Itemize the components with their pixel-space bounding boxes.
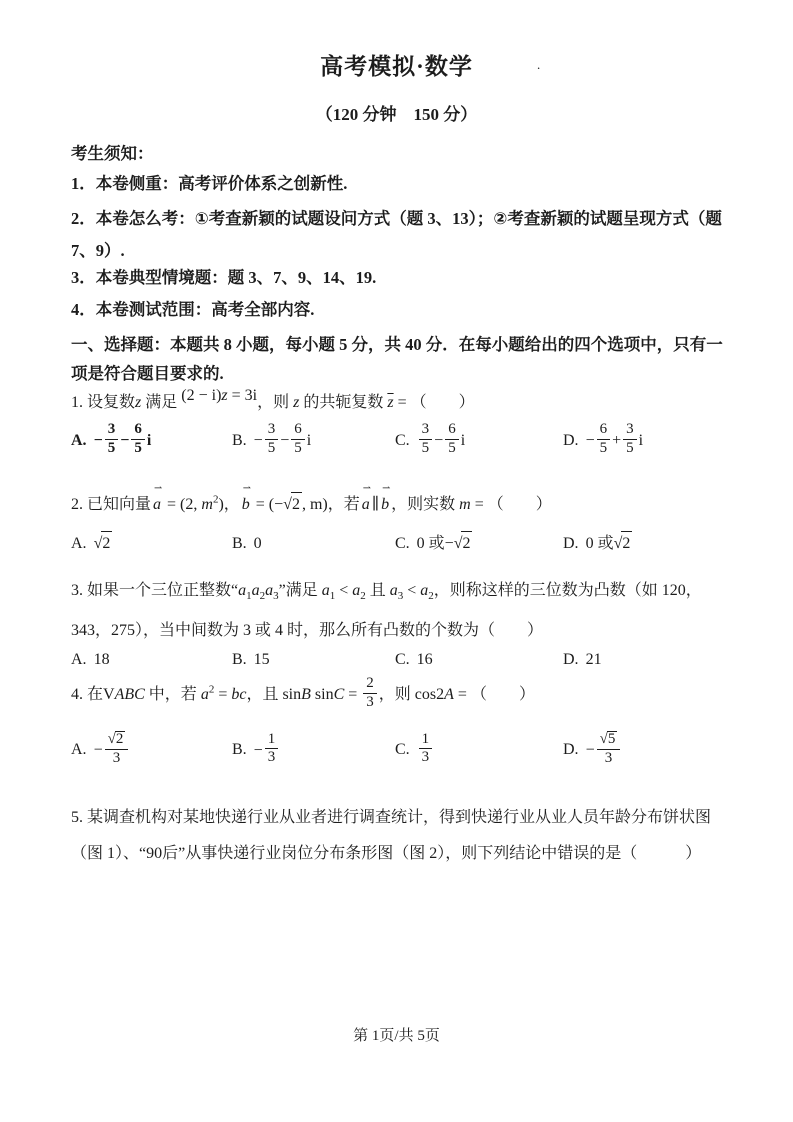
- option-a: A. 18: [71, 651, 110, 668]
- fraction: $\frac{2}{3}$: [363, 676, 377, 711]
- var-a: a: [200, 685, 209, 703]
- option-a: A. − $\frac{3}{5}$ − $\frac{6}{5}$ i: [71, 421, 152, 456]
- vector-arrow-icon: ⇀: [242, 483, 252, 494]
- fraction: $\frac{√5}{3}$: [597, 731, 621, 767]
- fraction: $\frac{1}{3}$: [419, 732, 433, 767]
- var-z-conjugate: $\overline{z}$: [387, 394, 394, 411]
- fraction: $\frac{6}{5}$: [445, 422, 459, 457]
- sqrt-radical: √2: [107, 731, 124, 747]
- q1-text: 1. 设复数: [71, 394, 136, 411]
- var-m: m: [201, 496, 213, 513]
- notice-item-1: 1．本卷侧重：高考评价体系之创新性.: [71, 174, 348, 193]
- triangle-symbol: V: [103, 685, 115, 703]
- var-a: a: [265, 582, 274, 599]
- question-3-options: [71, 648, 725, 671]
- vector-a: ⇀ a: [361, 483, 372, 513]
- option-c: C. 16: [395, 651, 433, 668]
- vector-arrow-icon: ⇀: [154, 483, 163, 494]
- var-bc: bc: [231, 685, 247, 703]
- fraction: $\frac{3}{5}$: [265, 422, 279, 457]
- sqrt-radical: √2: [283, 496, 302, 513]
- notice-item-4: 4．本卷测试范围：高考全部内容.: [71, 300, 315, 319]
- notice-heading: 考生须知：: [71, 144, 154, 163]
- option-b: B. 0: [232, 534, 262, 552]
- var-abc: ABC: [114, 685, 145, 703]
- fraction: $\frac{3}{5}$: [623, 422, 637, 457]
- var-A: A: [444, 685, 454, 703]
- var-z: z: [221, 387, 228, 404]
- question-2-options: [71, 531, 725, 555]
- var-z: z: [293, 394, 300, 411]
- vector-arrow-icon: ⇀: [382, 483, 391, 494]
- option-c: C. 0 或−√2: [395, 531, 563, 555]
- question-4-options: [71, 730, 725, 769]
- sqrt-radical: √5: [599, 731, 616, 747]
- vector-a: ⇀ a: [153, 483, 163, 513]
- exam-duration-score: （120 分钟 150 分）: [315, 105, 478, 124]
- var-B: B: [301, 685, 311, 703]
- option-c: C. $\frac{1}{3}$: [395, 734, 563, 769]
- option-d: D. − $\frac{6}{5}$ + $\frac{3}{5}$ i: [563, 421, 644, 456]
- var-a: a: [251, 582, 260, 599]
- fraction: $\frac{3}{5}$: [105, 422, 119, 457]
- option-d: D. 0 或√2: [563, 531, 725, 555]
- stray-dot: .: [537, 57, 541, 72]
- var-C: C: [333, 685, 345, 703]
- question-2-stem: 2. 已知向量 ⇀ a = (2, $m^2$)， ⇀ b = (−√2 , m)，若 ⇀ a ∥ ⇀ b ，则实数 m = （ ）: [71, 492, 725, 516]
- option-c: C. $\frac{3}{5}$ − $\frac{6}{5}$ i: [395, 421, 466, 456]
- exponent: 2: [208, 683, 215, 696]
- notice-item-3: 3．本卷典型情境题：题 3、7、9、14、19.: [71, 268, 377, 287]
- page-number: 第 1页/共 5页: [353, 1028, 440, 1044]
- var-z: z: [135, 394, 142, 411]
- option-d: D. 21: [563, 651, 602, 668]
- fraction: $\frac{3}{5}$: [419, 422, 433, 457]
- var-m: m: [459, 496, 471, 513]
- question-5-stem: 5. 某调查机构对某地快递行业从业者进行调查统计，得到快递行业从业人员年龄分布饼状图（图 1）、“90后”从事快递行业岗位分布条形图（图 2），则下列结论中错误的是（ ）: [71, 809, 712, 862]
- vector-b: ⇀ b: [241, 483, 252, 513]
- var-a: a: [352, 582, 361, 599]
- var-a: a: [389, 582, 398, 599]
- option-d: D. − $\frac{√5}{3}$: [563, 733, 725, 769]
- notice-item-2: 2．本卷怎么考：①考查新颖的试题设问方式（题 3、13）；②考查新颖的试题呈现方式（题 7、9）.: [71, 209, 722, 260]
- sqrt-radical: √2: [614, 535, 633, 552]
- question-1-stem: 1. 设复数z 满足 (2 − i)z = 3i，则 z 的共轭复数 $\overline{z}$ = （ ）: [71, 387, 475, 411]
- question-1-options: [71, 421, 725, 459]
- question-4-stem: 4. 在VABC 中，若 $a^2$ = bc，且 sinB sinC = $\frac{2}{3}$ ，则 cos2A = （ ）: [71, 675, 535, 710]
- equation: (2 − i)z = 3i: [181, 387, 258, 404]
- fraction: $\frac{6}{5}$: [291, 422, 305, 457]
- page-title: 高考模拟·数学: [320, 54, 473, 79]
- sqrt-radical: √2: [454, 535, 473, 552]
- option-b: B. − $\frac{1}{3}$: [232, 734, 395, 769]
- radical-sign: √: [283, 496, 292, 513]
- section-1-heading: 一、选择题：本题共 8 小题，每小题 5 分，共 40 分．在每小题给出的四个选项中，只有一项是符合题目要求的.: [71, 335, 723, 383]
- fraction: $\frac{1}{3}$: [265, 732, 279, 767]
- exponent: 2: [212, 493, 219, 506]
- option-a: A. √2: [71, 531, 232, 555]
- option-b: B. − $\frac{3}{5}$ − $\frac{6}{5}$ i: [232, 421, 312, 456]
- vector-arrow-icon: ⇀: [362, 483, 372, 494]
- fraction: $\frac{6}{5}$: [597, 422, 611, 457]
- fraction: $\frac{√2}{3}$: [105, 731, 129, 767]
- option-a: A. − $\frac{√2}{3}$: [71, 733, 232, 769]
- question-3-stem: 3. 如果一个三位正整数“$a_1a_2a_3$”满足 $a_1 < a_2$ 且 $a_3 < a_2$，则称这样的三位数为凸数（如 120，343，275），当中间数为 3 或 4 时，那么所有凸数的个数为（ ）: [71, 582, 702, 639]
- option-b: B. 15: [232, 651, 270, 668]
- sqrt-radical: √2: [94, 535, 113, 552]
- var-a: a: [420, 582, 429, 599]
- var-a: a: [238, 582, 247, 599]
- fraction: $\frac{6}{5}$: [131, 422, 145, 457]
- parallel-symbol: ∥: [371, 496, 380, 513]
- vector-b: ⇀ b: [381, 483, 391, 513]
- var-a: a: [321, 582, 330, 599]
